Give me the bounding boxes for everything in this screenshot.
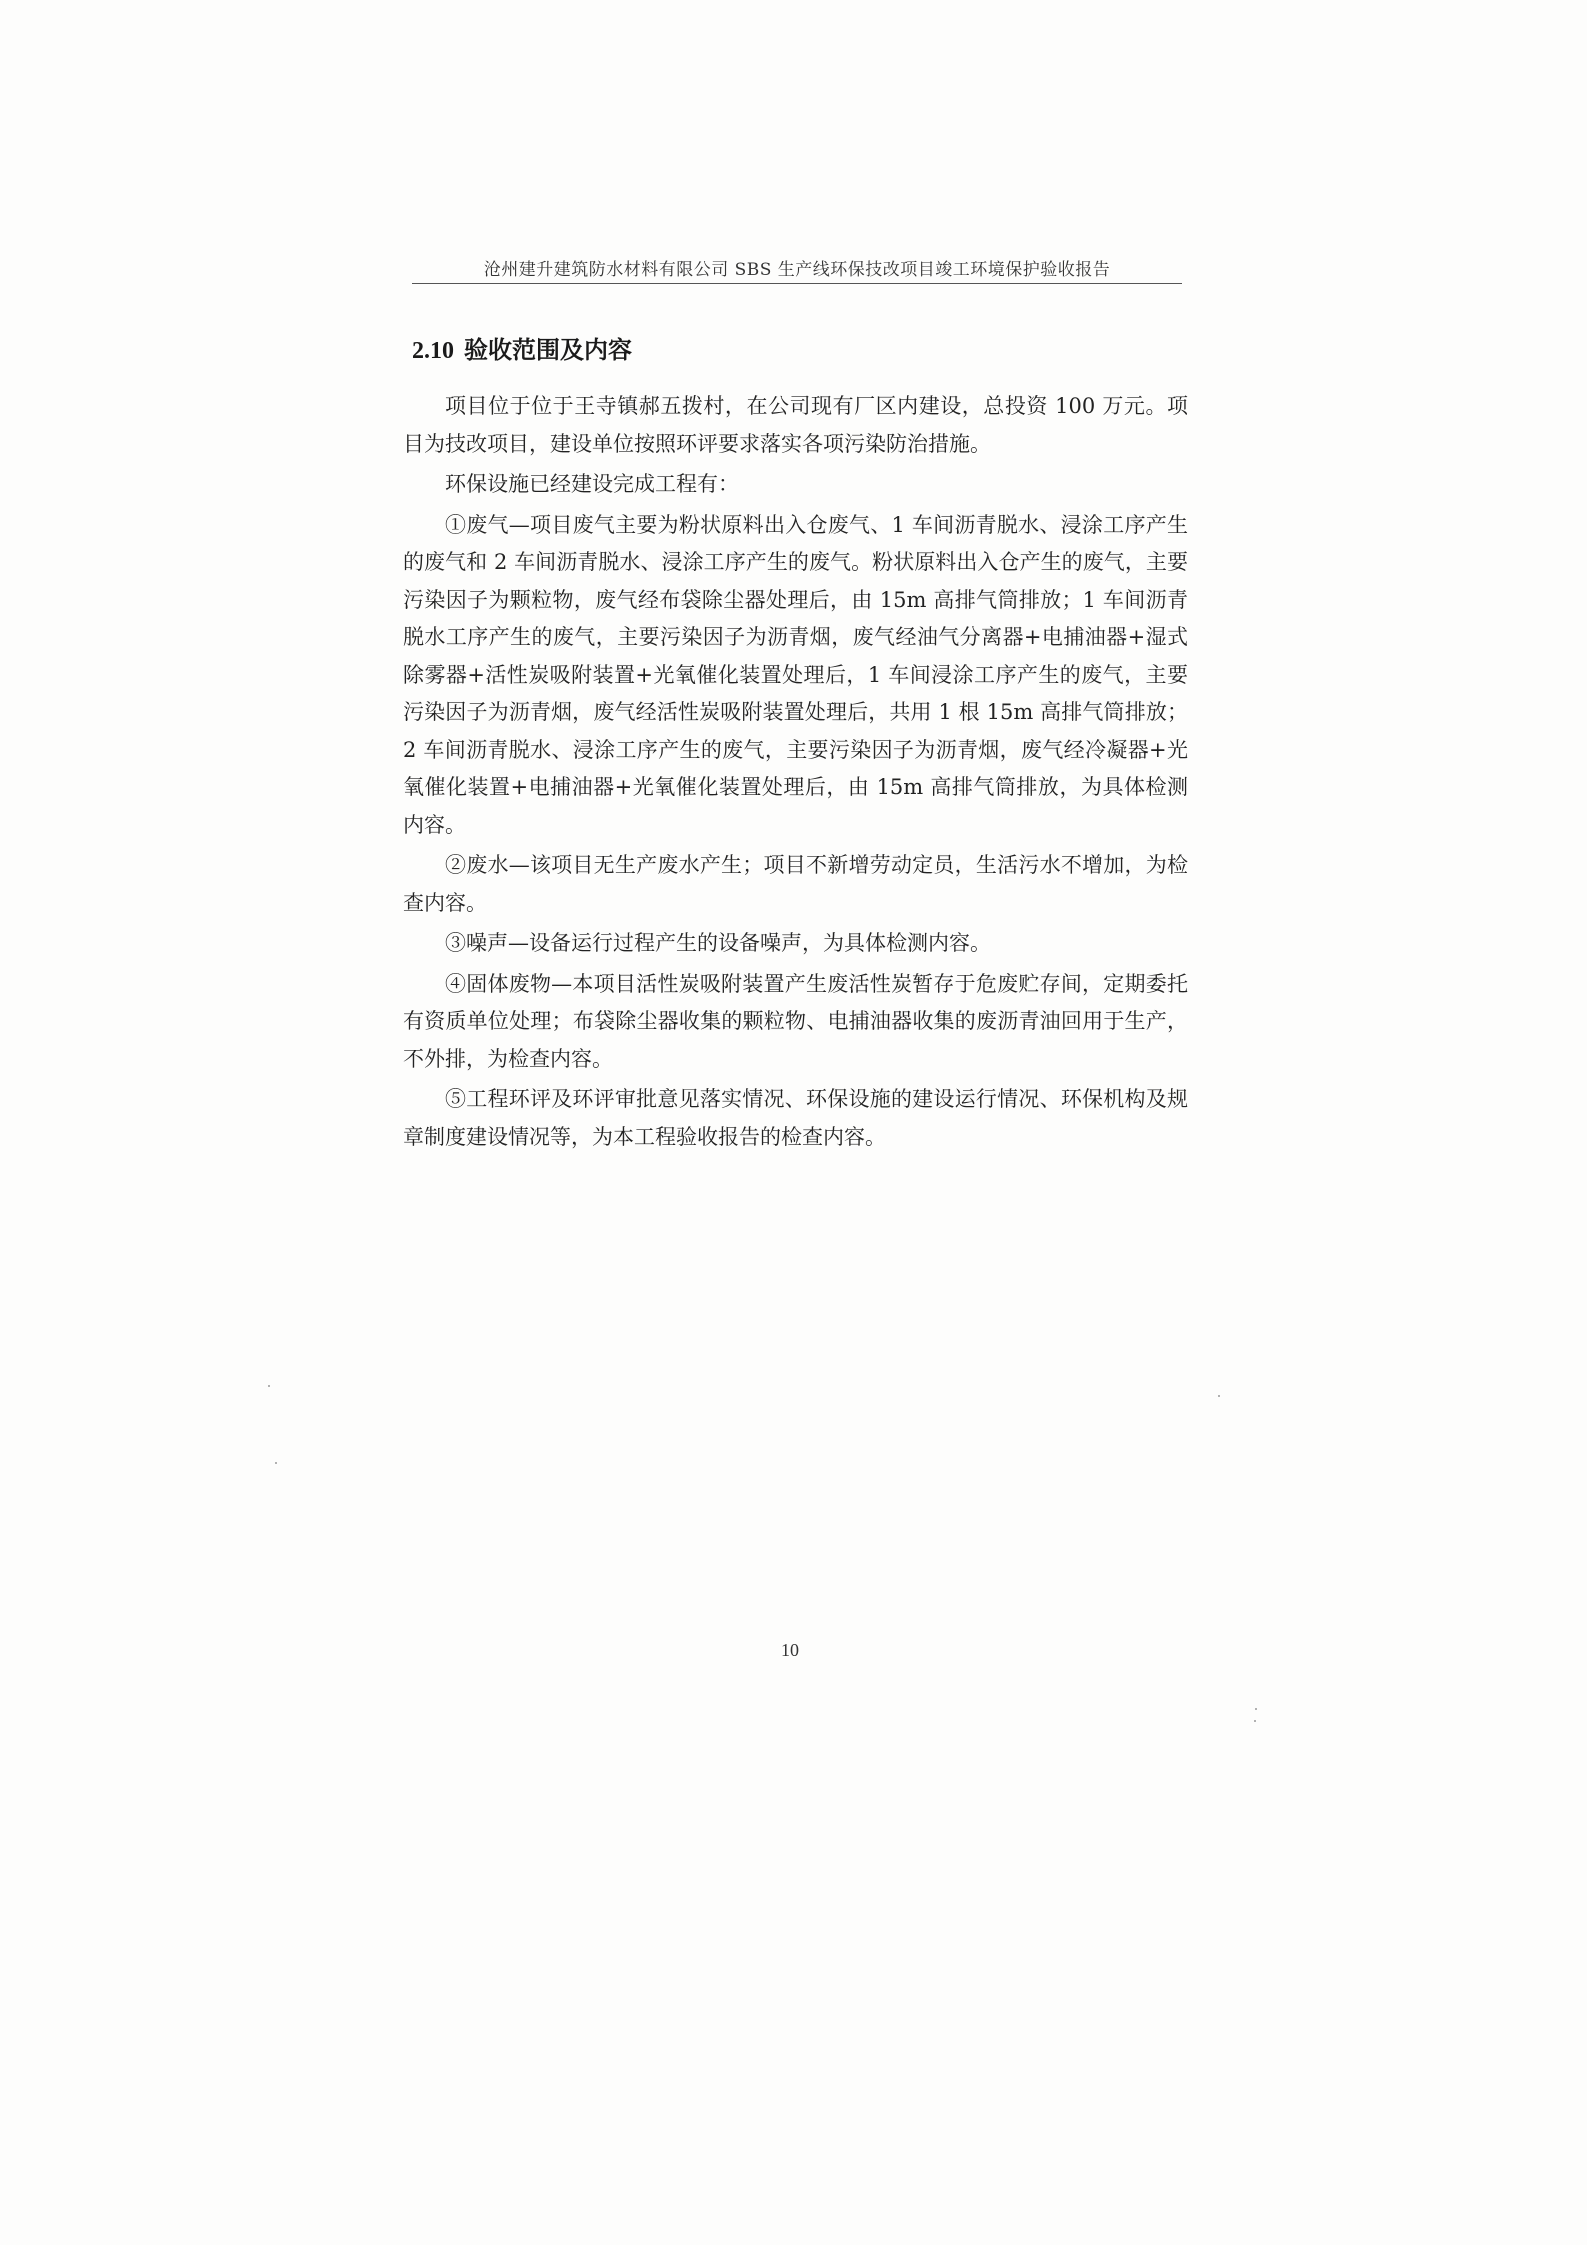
page-number: 10	[781, 1640, 799, 1660]
paragraph-facilities-intro: 环保设施已经建设完成工程有：	[445, 472, 739, 496]
scan-speck	[1254, 1720, 1256, 1722]
scan-speck	[268, 1385, 270, 1387]
paragraph-inspection-scope: ⑤工程环评及环评审批意见落实情况、环保设施的建设运行情况、环保机构及规章制度建设情况等，为本工程验收报告的检查内容。	[403, 1087, 1188, 1149]
header-rule	[412, 283, 1182, 284]
scan-speck	[1218, 1395, 1220, 1397]
paragraph-waste-gas: ①废气—项目废气主要为粉状原料出入仓废气、1 车间沥青脱水、浸涂工序产生的废气和 2 车间沥青脱水、浸涂工序产生的废气。粉状原料出入仓产生的废气，主要污染因子为颗粒物，废气经布袋除尘器处理后，由 15m 高排气筒排放；1 车间沥青脱水工序产生的废气，主要污染因子为沥青烟，废气经油气分离器+电捕油器+湿式除雾器+活性炭吸附装置+光氧催化装置处理后，1 车间浸涂工序产生的废气，主要污染因子为沥青烟，废气经活性炭吸附装置处理后，共用 1 根 15m 高排气筒排放；2 车间沥青脱水、浸涂工序产生的废气，主要污染因子为沥青烟，废气经冷凝器+光氧催化装置+电捕油器+光氧催化装置处理后，由 15m 高排气筒排放，为具体检测内容。	[403, 512, 1188, 837]
paragraph-solid-waste: ④固体废物—本项目活性炭吸附装置产生废活性炭暂存于危废贮存间，定期委托有资质单位处理；布袋除尘器收集的颗粒物、电捕油器收集的废沥青油回用于生产，不外排，为检查内容。	[403, 971, 1188, 1071]
section-number: 2.10	[412, 338, 454, 364]
section-title: 验收范围及内容	[464, 335, 632, 364]
running-header: 沧州建升建筑防水材料有限公司 SBS 生产线环保技改项目竣工环境保护验收报告	[483, 260, 1111, 280]
body-text	[403, 388, 1188, 1159]
paragraph-noise: ③噪声—设备运行过程产生的设备噪声，为具体检测内容。	[445, 931, 991, 955]
section-heading	[412, 330, 632, 365]
scan-speck	[275, 1462, 277, 1464]
scan-speck	[1255, 1708, 1257, 1710]
paragraph-waste-water: ②废水—该项目无生产废水产生；项目不新增劳动定员，生活污水不增加，为检查内容。	[403, 853, 1188, 915]
paragraph-project-location: 项目位于位于王寺镇郝五拨村，在公司现有厂区内建设，总投资 100 万元。项目为技改项目，建设单位按照环评要求落实各项污染防治措施。	[403, 394, 1188, 456]
